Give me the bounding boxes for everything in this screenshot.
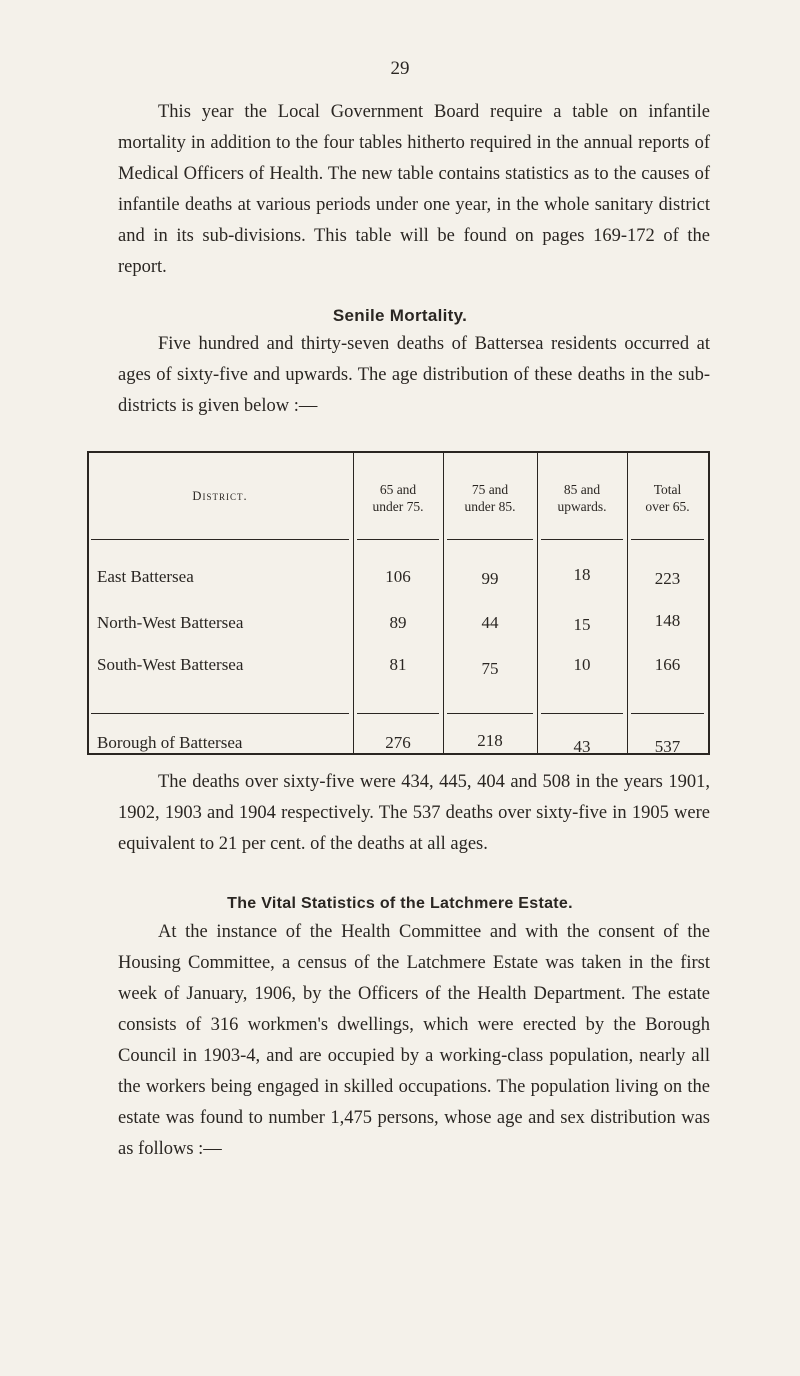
table-cell: 75 [481,659,499,678]
header-line: Total [653,482,682,497]
senile-paragraph: Five hundred and thirty-seven deaths of Battersea residents occurred at ages of sixty-five and upwards. The age distribution of these deaths in the sub-districts is given below :— [118,334,710,416]
total-cell: 218 [477,731,503,750]
header-85-upwards [537,481,627,515]
header-separator [91,539,349,540]
table-cell: 89 [389,613,407,632]
header-65-75 [353,481,443,515]
header-line: upwards. [557,499,607,514]
total-separator [631,713,704,714]
table-cell: 99 [481,569,499,588]
table-row-district: North-West Battersea [97,613,244,632]
total-separator [447,713,533,714]
total-separator [357,713,439,714]
table-right-border [708,451,710,755]
intro-paragraph: This year the Local Government Board require a table on infantile mortality in addition to the four tables hitherto required in the annual reports of Medical Officers of Health. The new table contains statistics as to the causes of infantile deaths at various periods under one year, in the whole sanitary district and in its sub-divisions. This table will be found on pages 169-172 of the report. [118,102,710,277]
total-row-district: Borough of Battersea [97,733,243,752]
header-75-85 [443,481,537,515]
vital-paragraph: At the instance of the Health Committee and with the consent of the Housing Committee, a census of the Latchmere Estate was taken in the first week of January, 1906, by the Officers of the Health Department. The estate consists of 316 workmen's dwellings, which were erected by the Borough Council in 1903-4, and are occupied by a working-class population, nearly all the workers being engaged in skilled occupations. The population living on the estate was found to number 1,475 persons, whose age and sex distribution was as follows :— [118,922,710,1159]
total-cell: 276 [385,733,411,752]
header-line: under 75. [372,499,424,514]
header-line: over 65. [645,499,690,514]
header-line: 75 and [471,482,509,497]
senile-mortality-heading: Senile Mortality. [332,306,468,325]
header-total [627,481,708,515]
header-district: District. [192,489,248,503]
page-number: 29 [390,58,410,79]
vital-statistics-heading: The Vital Statistics of the Latchmere Estate. [227,895,573,912]
senile-mortality-table [87,451,710,755]
table-cell: 18 [573,565,591,584]
header-separator [541,539,623,540]
table-cell: 106 [385,567,411,586]
table-cell: 148 [654,611,681,630]
header-separator [447,539,533,540]
header-line: 65 and [379,482,417,497]
deaths-paragraph: The deaths over sixty-five were 434, 445, 404 and 508 in the years 1901, 1902, 1903 and 1904 respectively. The 537 deaths over sixty-five in 1905 were equivalent to 21 per cent. of the deaths at all ages. [118,772,710,854]
table-cell: 44 [481,613,499,632]
table-row-district: East Battersea [97,567,194,586]
table-cell: 223 [654,569,681,588]
header-separator [357,539,439,540]
total-cell: 537 [654,737,681,756]
total-cell: 43 [573,737,591,756]
header-line: under 85. [464,499,516,514]
table-cell: 15 [573,615,591,634]
table-row-district: South-West Battersea [97,655,244,674]
table-top-rule [87,451,710,453]
header-separator [631,539,704,540]
total-separator [91,713,349,714]
table-cell: 166 [654,655,681,674]
table-cell: 10 [573,655,591,674]
header-line: 85 and [563,482,601,497]
total-separator [541,713,623,714]
table-cell: 81 [389,655,407,674]
